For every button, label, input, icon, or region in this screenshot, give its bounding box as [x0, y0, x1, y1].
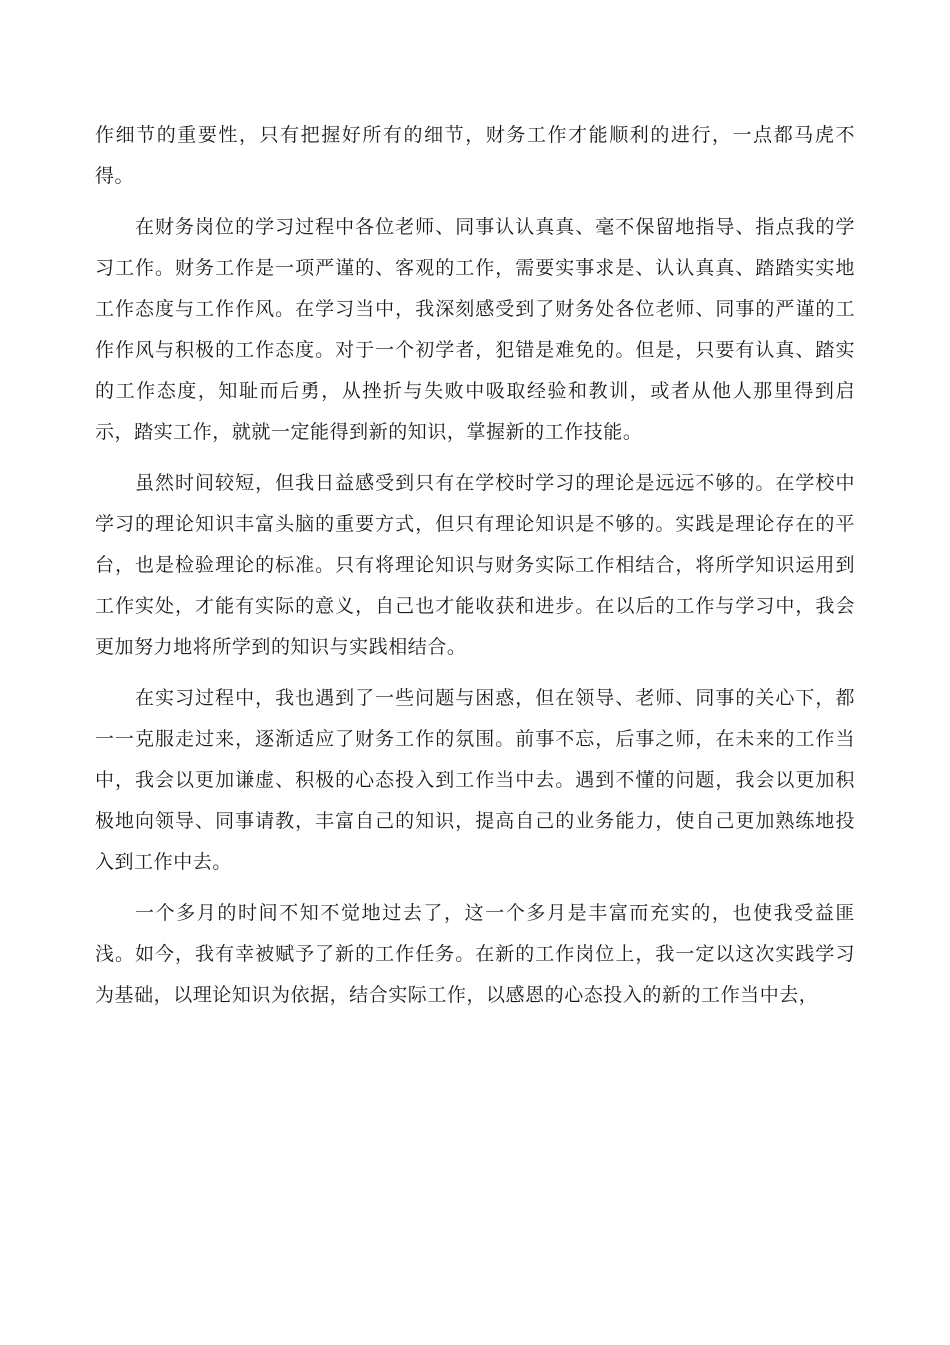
paragraph-2: 在财务岗位的学习过程中各位老师、同事认认真真、毫不保留地指导、指点我的学习工作。财务工作是一项严谨的、客观的工作，需要实事求是、认认真真、踏踏实实地工作态度与工作作风。在学习当中，我深刻感受到了财务处各位老师、同事的严谨的工作作风与积极的工作态度。对于一个初学者，犯错是难免的。但是，只要有认真、踏实的工作态度，知耻而后勇，从挫折与失败中吸取经验和教训，或者从他人那里得到启示，踏实工作，就就一定能得到新的知识，掌握新的工作技能。: [95, 216, 855, 443]
document-body: [95, 115, 855, 1026]
paragraph-5: 一个多月的时间不知不觉地过去了，这一个多月是丰富而充实的，也使我受益匪浅。如今，我有幸被赋予了新的工作任务。在新的工作岗位上，我一定以这次实践学习为基础，以理论知识为依据，结合实际工作，以感恩的心态投入的新的工作当中去，: [95, 902, 855, 1006]
paragraph-1: 作细节的重要性，只有把握好所有的细节，财务工作才能顺利的进行，一点都马虎不得。: [95, 124, 855, 187]
paragraph-4: 在实习过程中，我也遇到了一些问题与困惑，但在领导、老师、同事的关心下，都一一克服走过来，逐渐适应了财务工作的氛围。前事不忘，后事之师，在未来的工作当中，我会以更加谦虚、积极的心态投入到工作当中去。遇到不懂的问题，我会以更加积极地向领导、同事请教，丰富自己的知识，提高自己的业务能力，使自己更加熟练地投入到工作中去。: [95, 687, 855, 873]
paragraph-3: 虽然时间较短，但我日益感受到只有在学校时学习的理论是远远不够的。在学校中学习的理论知识丰富头脑的重要方式，但只有理论知识是不够的。实践是理论存在的平台，也是检验理论的标准。只有将理论知识与财务实际工作相结合，将所学知识运用到工作实处，才能有实际的意义，自己也才能收获和进步。在以后的工作与学习中，我会更加努力地将所学到的知识与实践相结合。: [95, 472, 855, 658]
